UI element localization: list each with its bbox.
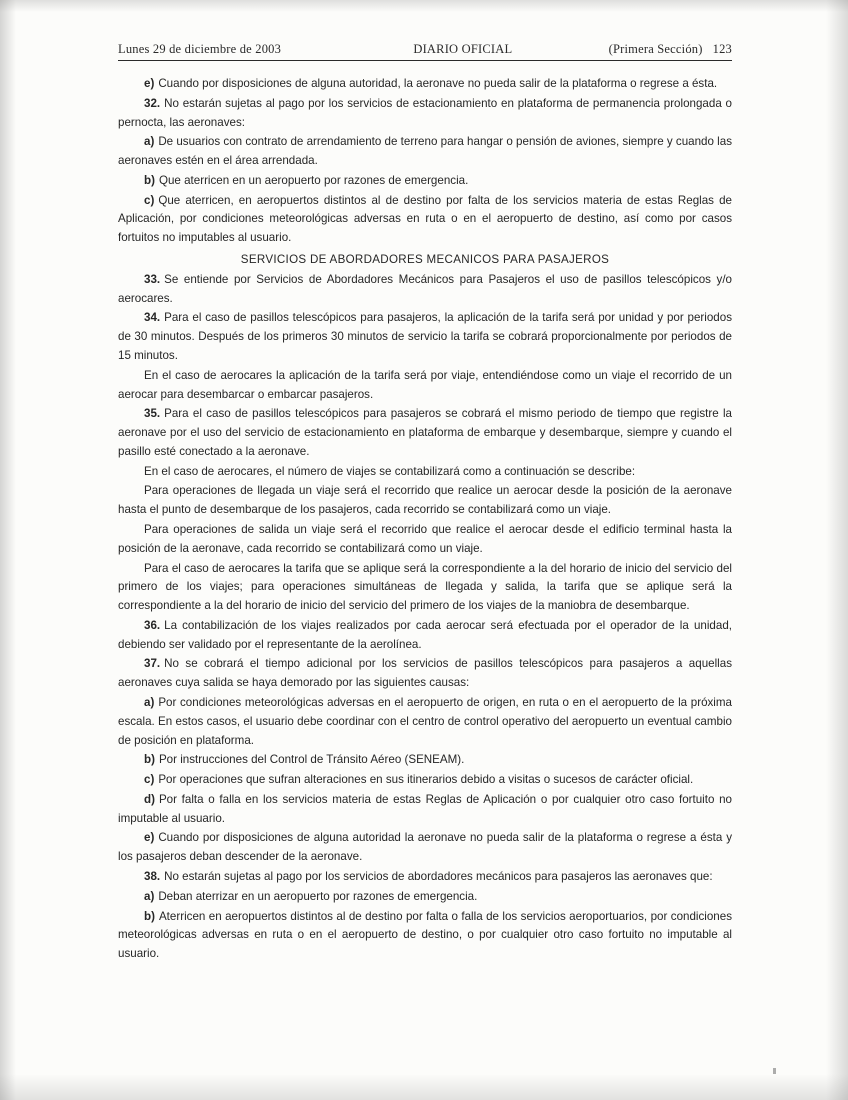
paragraph-body: Se entiende por Servicios de Abordadores Mecánicos para Pasajeros el uso de pasillos telescópicos y/o aerocares. [118,272,732,305]
header-publication-title: DIARIO OFICIAL [413,42,513,56]
header-date: Lunes 29 de diciembre de 2003 [118,42,282,56]
paragraph-37-b [118,751,732,770]
paragraph-body: No estarán sujetas al pago por los servicios de abordadores mecánicos para pasajeros las aeronaves que: [164,870,713,884]
paragraph-body: Para el caso de pasillos telescópicos para pasajeros, la aplicación de la tarifa será por unidad y por periodos de 30 minutos. Después de los primeros 30 minutos de servicio la tarifa se cobrará proporcionalmente por periodos de 15 minutos. [118,311,732,362]
paragraph-body: No estarán sujetas al pago por los servicios de estacionamiento en plataforma de permanencia prolongada o pernocta, las aeronaves: [118,96,732,129]
paragraph-34-cont [118,367,732,405]
paragraph-body: Cuando por disposiciones de alguna autoridad, la aeronave no pueda salir de la plataforma o regrese a ésta. [158,77,718,90]
paragraph-body: Que aterricen en un aeropuerto por razones de emergencia. [158,173,469,187]
paragraph-label: a) [144,696,155,709]
paragraph-body: Cuando por disposiciones de alguna autoridad la aeronave no pueda salir de la plataforma o regrese a ésta y los pasajeros deban descender de la aeronave. [118,831,732,864]
paragraph-body: Por falta o falla en los servicios materia de estas Reglas de Aplicación o por cualquier otro caso fortuito no imputable al usuario. [118,792,732,825]
paragraph-body: De usuarios con contrato de arrendamiento de terreno para hangar o pensión de aviones, siempre y cuando las aeronaves estén en el área arrendada. [118,135,732,168]
page-header [118,42,732,61]
paragraph-body: Aterricen en aeropuertos distintos al de destino por falta o falla de los servicios aeroportuarios, por condiciones meteorológicas adversas en ruta o en el aeropuerto de destino, o por cualquier otro caso fortuito no imputable al usuario. [118,909,732,961]
paragraph-label: c) [144,193,155,207]
paragraph-body: En el caso de aerocares, el número de viajes se contabilizará como a continuación se describe: [144,464,636,478]
paragraph-label: 33. [144,272,161,286]
paragraph-37-d [118,791,732,829]
paragraph-body: Por operaciones que sufran alteraciones en sus itinerarios debido a visitas o sucesos de carácter oficial. [158,773,694,787]
paragraph-37 [118,655,732,693]
paragraph-arrival-trip [118,482,732,520]
paragraph-body: Que aterricen, en aeropuertos distintos al de destino por falta de los servicios materia de estas Reglas de Aplicación, por condiciones meteorológicas adversas en ruta o en el aeropuerto de destino, así como por casos fortuitos no imputables al usuario. [118,193,732,245]
paragraph-body: Para operaciones de llegada un viaje será el recorrido que realice un aerocar desde la posición de la aeronave hasta el punto de desembarque de los pasajeros, cada recorrido se contabilizará como un viaje. [118,484,732,517]
paragraph-32 [118,95,732,133]
paragraph-body: Para el caso de aerocares la tarifa que se aplique será la correspondiente a la del horario de inicio del servicio del primero de los viajes; para operaciones simultáneas de llegada y salida, la tarifa que se aplique será la correspondiente a la del horario de inicio del servicio del primero de los viajes de la maniobra de desembarque. [118,561,732,613]
paragraph-body: Para el caso de pasillos telescópicos para pasajeros se cobrará el mismo periodo de tiempo que registre la aeronave por el uso del servicio de estacionamiento en plataforma de embarque y desembarque, siempre y cuando el pasillo esté conectado a la aeronave. [118,407,732,458]
paragraph-body: Deban aterrizar en un aeropuerto por razones de emergencia. [158,889,478,903]
paragraph-label: 36. [144,618,161,632]
paragraph-label: d) [144,792,155,806]
paragraph-37-a [118,694,732,750]
paragraph-37-e [118,829,732,867]
paragraph-label: b) [144,173,155,187]
page-content [118,42,732,965]
paragraph-departure-trip [118,521,732,559]
paragraph-body: La contabilización de los viajes realizados por cada aerocar será efectuada por el operador de la unidad, debiendo ser validado por el representante de la aerolínea. [118,618,732,651]
header-section-and-page [609,42,732,57]
paragraph-32-b [118,172,732,191]
header-page-number: 123 [712,42,732,56]
paragraph-38-a [118,888,732,907]
paragraph-label: e) [144,831,155,845]
paragraph-e-32-prev [118,75,732,94]
section-heading: SERVICIOS DE ABORDADORES MECANICOS PARA PASAJEROS [240,253,610,267]
paragraph-35-cont [118,463,732,482]
paragraph-38-b [118,908,732,964]
paragraph-33 [118,271,732,309]
scan-edge-shadow-top [0,0,848,12]
scan-edge-shadow-left [0,0,16,1100]
paragraph-label: c) [144,773,155,787]
paragraph-38 [118,868,732,887]
paragraph-label: b) [144,753,155,767]
paragraph-label: 37. [144,657,161,671]
paragraph-label: 34. [144,311,161,325]
scan-edge-shadow-bottom [0,1074,848,1100]
body-text [118,75,732,964]
scan-edge-shadow-right [826,0,848,1100]
paragraph-label: b) [144,909,155,923]
header-section: (Primera Sección) [608,42,703,56]
paragraph-label: a) [144,135,155,149]
paragraph-35 [118,405,732,461]
paragraph-label: 38. [144,870,161,884]
paragraph-body: No se cobrará el tiempo adicional por los servicios de pasillos telescópicos para pasajeros a aquellas aeronaves cuya salida se haya demorado por las siguientes causas: [118,657,732,690]
paragraph-body: En el caso de aerocares la aplicación de la tarifa será por viaje, entendiéndose como un viaje el recorrido de un aerocar para desembarcar o embarcar pasajeros. [118,368,732,401]
paragraph-37-c [118,771,732,790]
paragraph-36 [118,617,732,655]
paragraph-label: e) [144,77,155,90]
paragraph-label: 32. [144,96,161,110]
paragraph-body: Por instrucciones del Control de Tránsito Aéreo (SENEAM). [158,753,465,767]
paragraph-label: 35. [144,407,161,421]
paragraph-body: Para operaciones de salida un viaje será el recorrido que realice el aerocar desde el edificio terminal hasta la posición de la aeronave, cada recorrido se contabilizará como un viaje. [118,522,732,555]
paragraph-32-a [118,133,732,171]
paragraph-32-c [118,192,732,248]
paragraph-tariff-application [118,560,732,616]
paragraph-34 [118,309,732,365]
paragraph-body: Por condiciones meteorológicas adversas en el aeropuerto de origen, en ruta o en el aeropuerto de la próxima escala. En estos casos, el usuario debe coordinar con el centro de control operativo del aeropuerto un eventual cambio de posición en plataforma. [118,696,732,747]
paragraph-label: a) [144,889,155,903]
